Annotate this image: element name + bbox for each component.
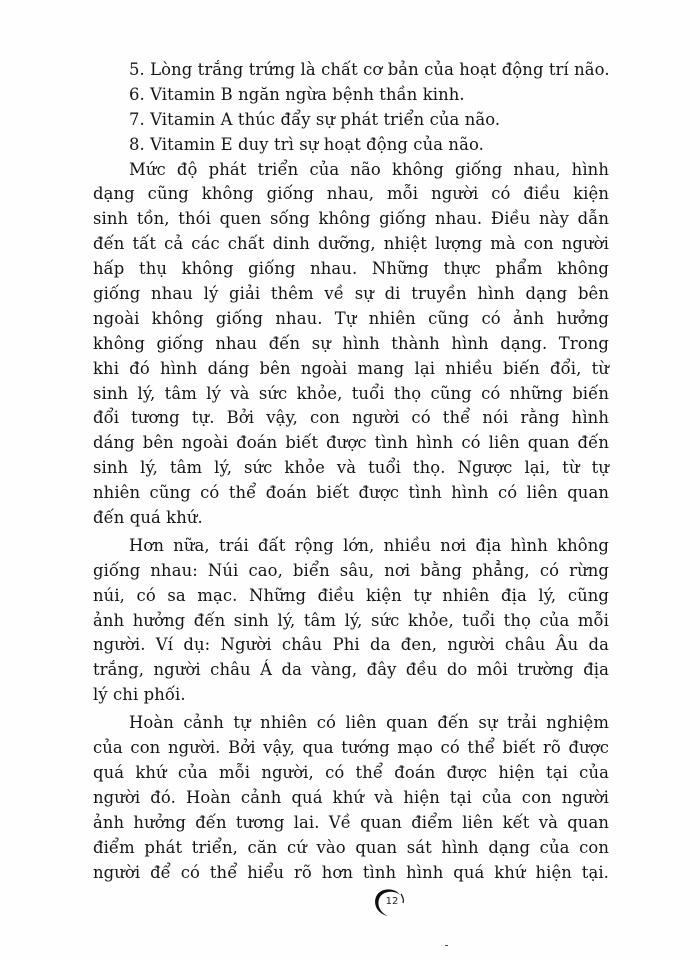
paragraph-brain-development [93, 158, 609, 531]
text-line: đến tất cả các chất dinh dưỡng, nhiệt lượng mà con người [93, 234, 609, 254]
scan-speck [445, 945, 448, 946]
text-line: người để có thể hiểu rõ hơn tình hình quá khứ hiện tại. [93, 862, 609, 882]
text-line: nhiên cũng có thể đoán biết được tình hình có liên quan [93, 483, 609, 503]
text-line: đổi tương tự. Bởi vậy, con người có thể nói rằng hình [93, 408, 609, 428]
paragraph-environment [93, 711, 609, 885]
text-line: lý chi phối. [93, 685, 186, 705]
text-line: ảnh hưởng đến tương lai. Về quan điểm liên kết và quan [93, 812, 609, 832]
text-line: Hơn nữa, trái đất rộng lớn, nhiều nơi địa hình không [129, 535, 609, 555]
text-line: hấp thụ không giống nhau. Những thực phẩm không [93, 259, 609, 279]
page-number: 12 [385, 896, 399, 907]
paragraph-geography [93, 534, 609, 708]
text-line: sinh tồn, thói quen sống không giống nhau. Điều này dẫn [93, 209, 609, 229]
text-line: người. Ví dụ: Người châu Phi da đen, người châu Âu da [93, 635, 609, 655]
text-line: quá khứ của mỗi người, có thể đoán được hiện tại của [93, 762, 609, 782]
text-line: đến quá khứ. [93, 508, 203, 528]
text-line: giống nhau: Núi cao, biển sâu, nơi bằng phẳng, có rừng [93, 560, 609, 580]
text-line: dạng cũng không giống nhau, mỗi người có điều kiện [93, 184, 609, 204]
list-item: 6. Vitamin B ngăn ngừa bệnh thần kinh. [129, 84, 465, 104]
text-line: ảnh hưởng đến sinh lý, tâm lý, sức khỏe, tuổi thọ của mỗi [93, 610, 609, 630]
text-line: khi đó hình dáng bên ngoài mang lại nhiều biến đổi, từ [93, 358, 609, 378]
text-line: Hoàn cảnh tự nhiên có liên quan đến sự trải nghiệm [129, 713, 609, 733]
text-line: điểm phát triển, căn cứ vào quan sát hình dạng của con [93, 837, 609, 857]
body-text [93, 58, 609, 885]
page-number-badge [370, 886, 410, 920]
text-line: ngoài không giống nhau. Tự nhiên cũng có ảnh hưởng [93, 308, 609, 328]
text-line: giống nhau lý giải thêm về sự di truyền hình dạng bên [93, 284, 609, 304]
text-line: núi, có sa mạc. Những điều kiện tự nhiên địa lý, cũng [93, 585, 609, 605]
list-item: 8. Vitamin E duy trì sự hoạt động của não. [129, 134, 484, 154]
text-line: dáng bên ngoài đoán biết được tình hình có liên quan đến [93, 433, 609, 453]
text-line: không giống nhau đến sự hình thành hình dạng. Trong [93, 333, 609, 353]
text-line: Mức độ phát triển của não không giống nhau, hình [129, 159, 609, 179]
list-item: 5. Lòng trắng trứng là chất cơ bản của hoạt động trí não. [129, 60, 610, 79]
text-line: trắng, người châu Á da vàng, đây đều do môi trường địa [93, 660, 609, 680]
text-line: sinh lý, tâm lý và sức khỏe, tuổi thọ cũng có những biến [93, 383, 609, 403]
text-line: của con người. Bởi vậy, qua tướng mạo có thể biết rõ được [93, 738, 609, 758]
text-line: sinh lý, tâm lý, sức khỏe và tuổi thọ. Ngược lại, từ tự [93, 458, 609, 478]
list-item: 7. Vitamin A thúc đẩy sự phát triển của não. [129, 109, 501, 129]
nutrient-list [93, 58, 609, 158]
text-line: người đó. Hoàn cảnh quá khứ và hiện tại của con người [93, 787, 609, 807]
